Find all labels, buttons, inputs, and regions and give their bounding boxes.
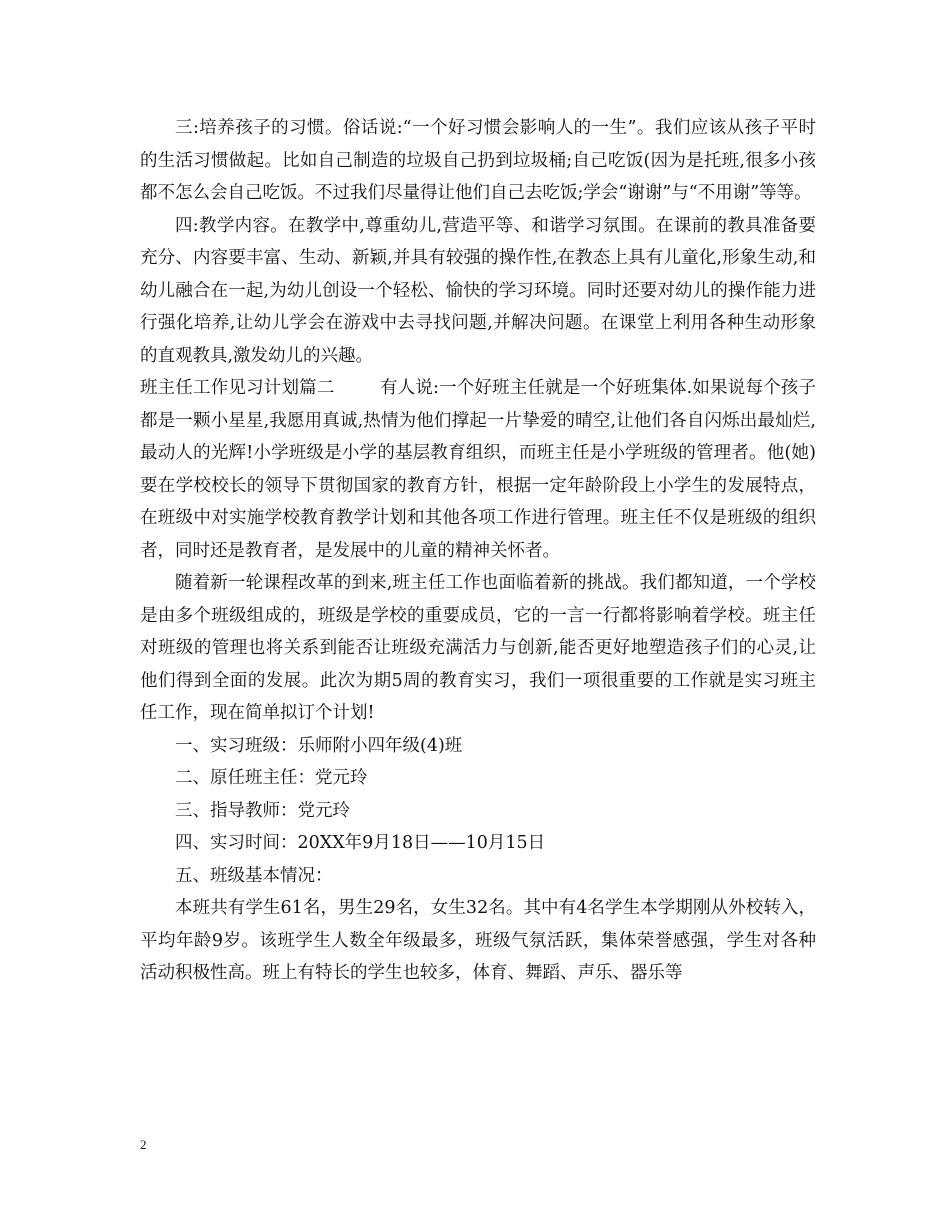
paragraph-teaching-content: 四:教学内容。在教学中,尊重幼儿,营造平等、和谐学习氛围。在课前的教具准备要充分、内容要丰富、生动、新颖,并具有较强的操作性,在教态上具有儿童化,形象生动,和幼儿融合在一起,为幼儿创设一个轻松、愉快的学习环境。同时还要对幼儿的操作能力进行强化培养,让幼儿学会在游戏中去寻找问题,并解决问题。在课堂上利用各种生动形象的直观教具,激发幼儿的兴趣。 [140, 215, 816, 366]
paragraph-class-details: 本班共有学生61名，男生29名，女生32名。其中有4名学生本学期刚从外校转入，平均年龄9岁。该班学生人数全年级最多，班级气氛活跃，集体荣誉感强，学生对各种活动积极性高。班上有特长的学生也较多，体育、舞蹈、声乐、器乐等 [140, 898, 816, 983]
list-item-class-overview: 五、班级基本情况： [175, 865, 333, 886]
section-title: 班主任工作见习计划篇二 [140, 378, 335, 398]
list-item-practice-time: 四、实习时间：20XX年9月18日——10月15日 [175, 833, 546, 853]
list-item-guide-teacher: 三、指导教师：党元玲 [175, 800, 350, 821]
document-body [140, 112, 816, 990]
section-intro: 有人说:一个好班主任就是一个好班集体.如果说每个孩子都是一颗小星星,我愿用真诚,热情为他们撑起一片挚爱的晴空,让他们各自闪烁出最灿烂,最动人的光辉!小学班级是小学的基层教育组织，而班主任是小学班级的管理者。他(她)要在学校校长的领导下贯彻国家的教育方针，根据一定年龄阶段上小学生的发展特点，在班级中对实施学校教育教学计划和其他各项工作进行管理。班主任不仅是班级的组织者，同时还是教育者，是发展中的儿童的精神关怀者。 [140, 378, 816, 561]
list-item-practice-class: 一、实习班级：乐师附小四年级(4)班 [175, 735, 463, 756]
page-number: 2 [140, 1137, 147, 1152]
paragraph-section-two [140, 372, 816, 567]
list-item-original-teacher: 二、原任班主任：党元玲 [175, 768, 368, 788]
paragraph-curriculum-reform: 随着新一轮课程改革的到来,班主任工作也面临着新的挑战。我们都知道，一个学校是由多个班级组成的，班级是学校的重要成员，它的一言一行都将影响着学校。班主任对班级的管理也将关系到能否让班级充满活力与创新,能否更好地塑造孩子们的心灵,让他们得到全面的发展。此次为期5周的教育实习，我们一项很重要的工作就是实习班主任工作，现在简单拟订个计划! [140, 573, 816, 723]
paragraph-habits: 三:培养孩子的习惯。俗话说:“一个好习惯会影响人的一生”。我们应该从孩子平时的生活习惯做起。比如自己制造的垃圾自己扔到垃圾桶;自己吃饭(因为是托班,很多小孩都不怎么会自己吃饭。不过我们尽量得让他们自己去吃饭;学会“谢谢”与“不用谢”等等。 [140, 118, 816, 203]
